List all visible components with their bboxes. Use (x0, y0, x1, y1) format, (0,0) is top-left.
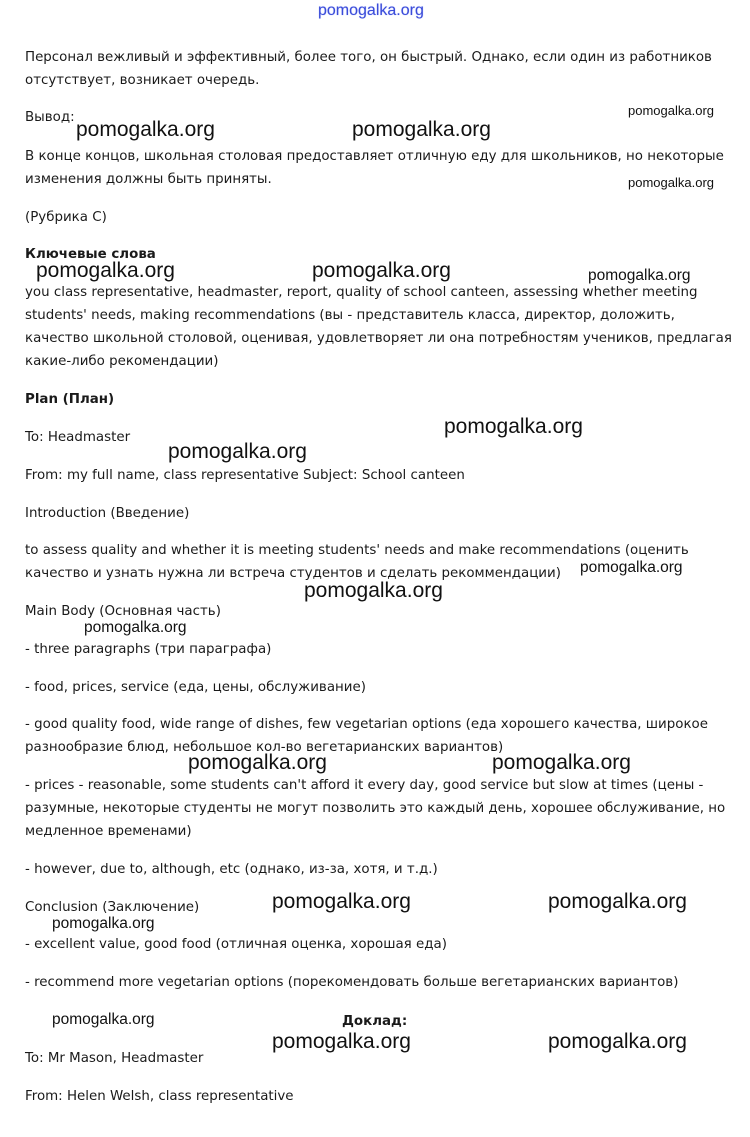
text-line: изменения должны быть приняты. (25, 172, 272, 187)
text-line: Introduction (Введение) (25, 506, 190, 521)
report-heading: Доклад: (342, 1014, 408, 1029)
text-line: качество школьной столовой, оценивая, удовлетворяет ли она потребностям учеников, предлагая (25, 331, 732, 346)
watermark: pomogalka.org (304, 579, 443, 602)
text-line: качество и узнать нужна ли встреча студентов и сделать рекоммендации) (25, 566, 561, 581)
text-line: From: Helen Welsh, class representative (25, 1089, 294, 1104)
watermark: pomogalka.org (76, 118, 215, 141)
text-line: students' needs, making recommendations (вы - представитель класса, директор, доложить, (25, 308, 675, 323)
text-line: Main Body (Основная часть) (25, 604, 221, 619)
watermark: pomogalka.org (312, 259, 451, 282)
watermark: pomogalka.org (272, 1030, 411, 1053)
watermark: pomogalka.org (188, 751, 327, 774)
watermark: pomogalka.org (84, 619, 187, 636)
text-line: - however, due to, although, etc (однако, из-за, хотя, и т.д.) (25, 862, 438, 877)
watermark: pomogalka.org (548, 890, 687, 913)
text-line: To: Mr Mason, Headmaster (25, 1051, 204, 1066)
watermark: pomogalka.org (548, 1030, 687, 1053)
watermark: pomogalka.org (580, 559, 683, 576)
text-line: - good quality food, wide range of dishes, few vegetarian options (еда хорошего качества, широкое (25, 717, 708, 732)
watermark: pomogalka.org (628, 103, 714, 118)
text-line: - prices - reasonable, some students can't afford it every day, good service but slow at times (цены - (25, 778, 704, 793)
text-line: Conclusion (Заключение) (25, 900, 200, 915)
section-heading: Plan (План) (25, 392, 115, 407)
text-line: медленное временами) (25, 824, 192, 839)
text-line: В конце концов, школьная столовая предоставляет отличную еду для школьников, но некоторые (25, 149, 724, 164)
text-line: to assess quality and whether it is meeting students' needs and make recommendations (оценить (25, 543, 689, 558)
text-line: разнообразие блюд, небольшое кол-во вегетарианских вариантов) (25, 740, 504, 755)
header-watermark[interactable]: pomogalka.org (318, 2, 424, 19)
watermark: pomogalka.org (52, 915, 155, 932)
text-line: From: my full name, class representative Subject: School canteen (25, 468, 465, 483)
text-line: - excellent value, good food (отличная оценка, хорошая еда) (25, 937, 447, 952)
text-line: To: Headmaster (25, 430, 131, 445)
text-line: отсутствует, возникает очередь. (25, 73, 260, 88)
text-line: Вывод: (25, 110, 75, 125)
text-line: you class representative, headmaster, report, quality of school canteen, assessing whether meeting (25, 285, 698, 300)
text-line: разумные, некоторые студенты не могут позволить это каждый день, хорошее обслуживание, но (25, 801, 726, 816)
watermark: pomogalka.org (52, 1011, 155, 1028)
watermark: pomogalka.org (588, 267, 691, 284)
watermark: pomogalka.org (352, 118, 491, 141)
section-heading: Ключевые слова (25, 247, 156, 262)
watermark: pomogalka.org (168, 440, 307, 463)
watermark: pomogalka.org (272, 890, 411, 913)
watermark: pomogalka.org (444, 415, 583, 438)
watermark: pomogalka.org (492, 751, 631, 774)
text-line: - three paragraphs (три параграфа) (25, 642, 272, 657)
text-line: (Рубрика С) (25, 210, 107, 225)
text-line: - recommend more vegetarian options (порекомендовать больше вегетарианских вариантов) (25, 975, 679, 990)
watermark: pomogalka.org (628, 175, 714, 190)
text-line: Персонал вежливый и эффективный, более того, он быстрый. Однако, если один из работников (25, 50, 712, 65)
text-line: какие-либо рекомендации) (25, 354, 219, 369)
text-line: - food, prices, service (еда, цены, обслуживание) (25, 680, 366, 695)
watermark: pomogalka.org (36, 259, 175, 282)
